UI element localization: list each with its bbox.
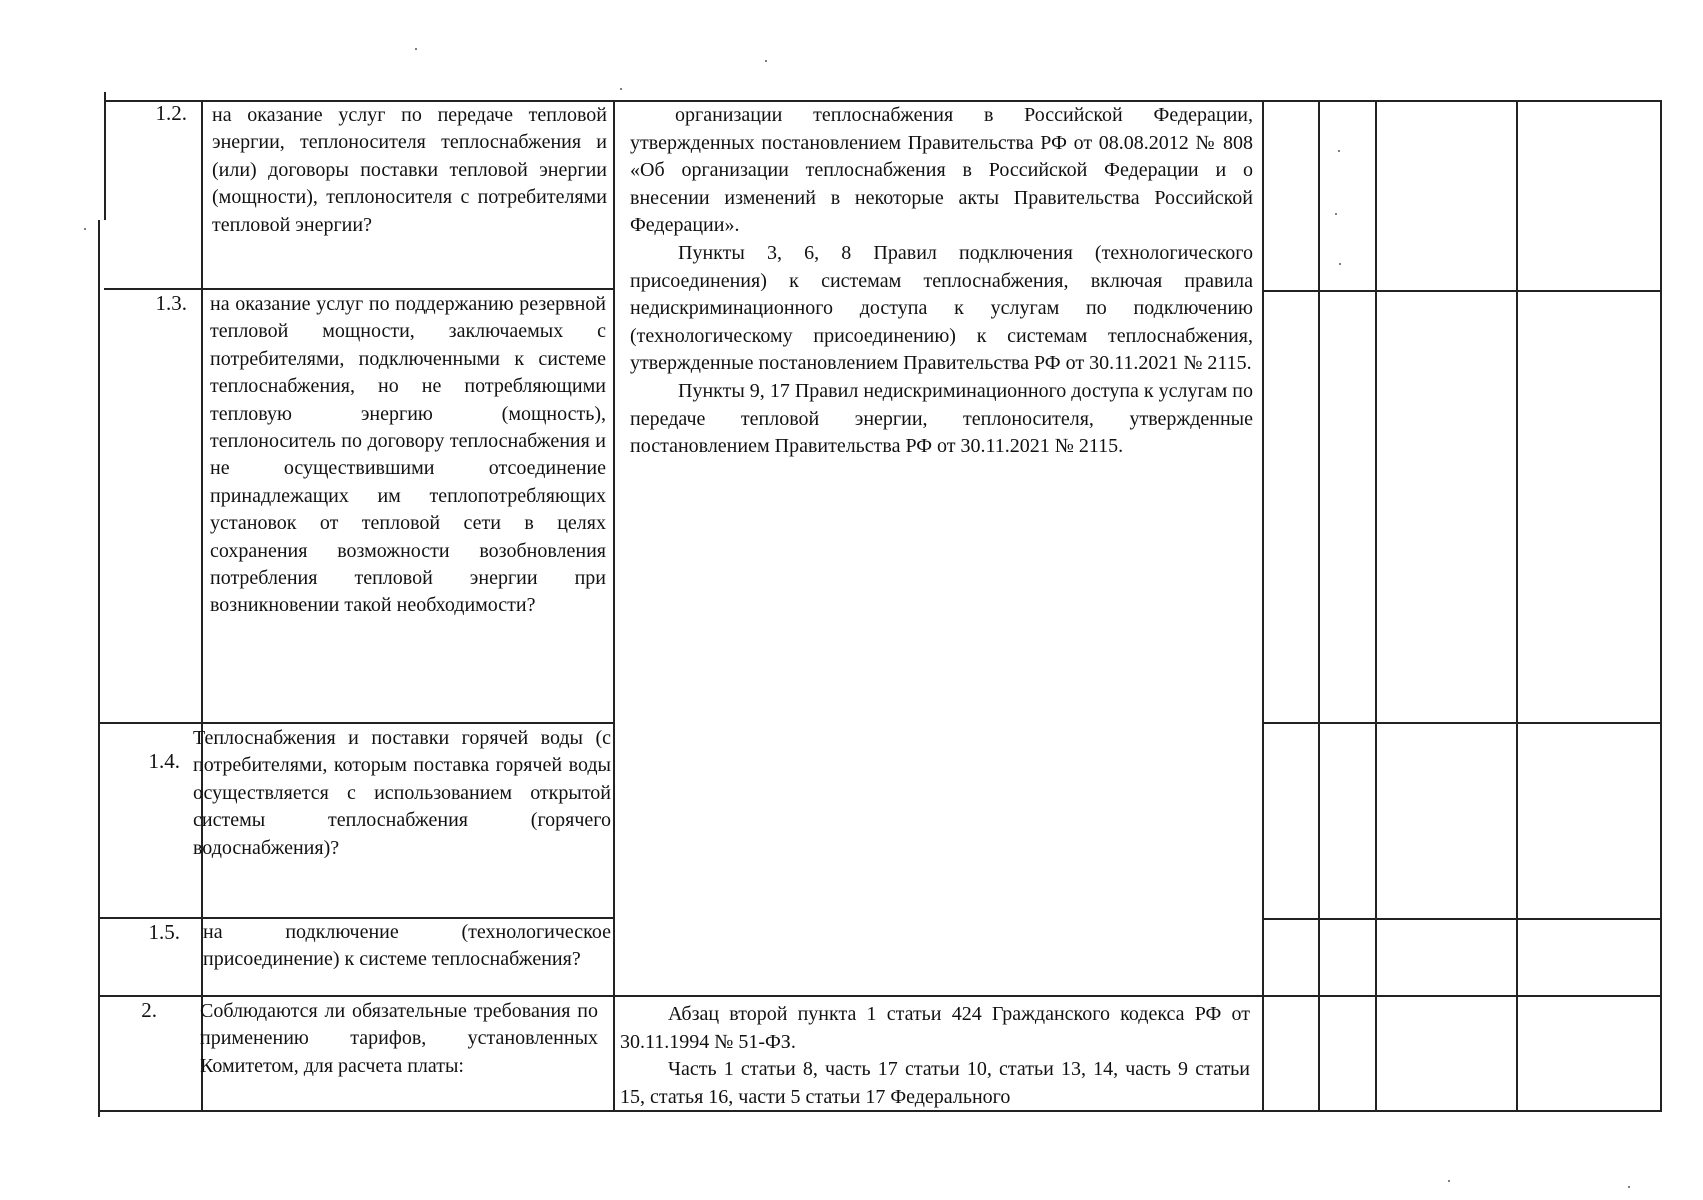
scan-speck	[1448, 1180, 1450, 1182]
row-number: 1.2.	[155, 101, 187, 125]
row-divider-1-4	[98, 722, 614, 724]
col-divider-extra-1	[1318, 100, 1320, 1112]
question-cell: на оказание услуг по поддержанию резервной тепловой мощности, заключаемых с потребителями, подключенными к системе теплоснабжения, но не потребляющими тепловую энергию (мощность), теплоноситель по договору теплоснабжения и не осуществившими отсоединение принадлежащих им теплопотребляющих установок от тепловой сети в целях сохранения возможности возобновления потребления тепловой энергии при возникновении такой необходимости?	[210, 293, 606, 617]
question-cell: Соблюдаются ли обязательные требования по применению тарифов, установленных Комитетом, для расчета платы:	[200, 1000, 598, 1077]
row-number: 1.4.	[148, 749, 180, 773]
scan-speck	[1338, 150, 1340, 152]
question-cell: на подключение (технологическое присоединение) к системе теплоснабжения?	[203, 921, 611, 971]
legal-basis-paragraph: Пункты 3, 6, 8 Правил подключения (технологического присоединения) к системам теплоснабжения, включая правила недискриминационного доступа к услугам по подключению (технологическому присоединению) к системам теплоснабжения, утвержденные постановлением Правительства РФ от 30.11.2021 № 2115.	[630, 241, 1253, 375]
scan-speck	[1339, 263, 1341, 265]
table-right-border	[1660, 100, 1662, 1112]
question-cell: Теплоснабжения и поставки горячей воды (с потребителями, которым поставка горячей воды осуществляется с использованием открытой системы теплоснабжения (горячего водоснабжения)?	[193, 727, 611, 859]
question-cell: на оказание услуг по передаче тепловой энергии, теплоносителя теплоснабжения и (или) договоры поставки тепловой энергии (мощности), теплоносителя с потребителями тепловой энергии?	[212, 104, 607, 236]
col-divider-law	[1262, 100, 1264, 1112]
legal-basis-paragraph: организации теплоснабжения в Российской Федерации, утвержденных постановлением Правительства РФ от 08.08.2012 № 808 «Об организации теплоснабжения в Российской Федерации и о внесении изменений в некоторые акты Правительства Российской Федерации».	[630, 104, 1253, 237]
legal-basis-paragraph: Пункты 9, 17 Правил недискриминационного доступа к услугам по передаче тепловой энергии, теплоносителя, утвержденные постановлением Правительства РФ от 30.11.2021 № 2115.	[630, 379, 1253, 458]
table-left-border	[98, 220, 100, 1117]
row-divider-1-5-right	[1262, 918, 1662, 920]
scan-speck	[620, 88, 622, 90]
row-divider-1-3-right	[1262, 290, 1662, 292]
row-divider-1-4-right	[1262, 722, 1662, 724]
legal-basis-paragraph: Часть 1 статьи 8, часть 17 статьи 10, статьи 13, 14, часть 9 статьи 15, статья 16, части 5 статьи 17 Федерального	[620, 1058, 1250, 1108]
scan-speck	[1335, 213, 1337, 215]
scan-speck	[415, 48, 417, 50]
col-divider-extra-2	[1375, 100, 1377, 1112]
scan-speck	[1628, 1186, 1630, 1188]
row-number: 2.	[141, 998, 157, 1022]
row-number: 1.3.	[155, 291, 187, 315]
legal-basis-block	[630, 102, 1253, 461]
col-divider-question	[613, 100, 615, 1112]
row-divider-1-3	[104, 288, 614, 290]
row-number: 1.5.	[148, 920, 180, 944]
scan-speck	[765, 60, 767, 62]
row-divider-2	[98, 995, 1662, 997]
col-divider-extra-3	[1516, 100, 1518, 1112]
table-left-border	[104, 92, 106, 220]
legal-basis-block	[620, 1001, 1250, 1111]
scan-speck	[84, 228, 86, 230]
legal-basis-paragraph: Абзац второй пункта 1 статьи 424 Гражданского кодекса РФ от 30.11.1994 № 51-ФЗ.	[620, 1003, 1250, 1053]
